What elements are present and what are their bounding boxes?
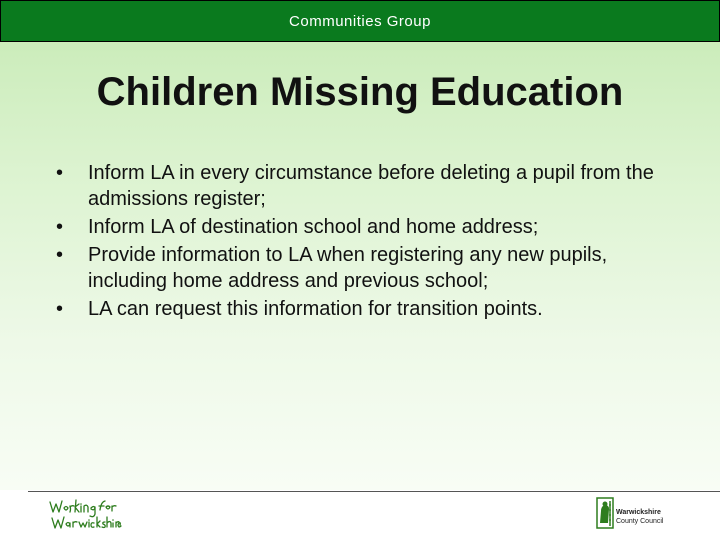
bullet-text: Inform LA of destination school and home address; xyxy=(88,216,539,238)
bullet-text: Inform LA in every circumstance before deleting a pupil from the admissions register; xyxy=(88,162,654,210)
bullet-item xyxy=(56,160,676,212)
bullet-item xyxy=(56,242,676,294)
header-bar xyxy=(0,0,720,42)
bullet-text: LA can request this information for transition points. xyxy=(88,298,543,320)
bullet-list xyxy=(56,160,676,324)
bullet-text: Provide information to LA when registering any new pupils, including home address and previous school; xyxy=(88,244,608,292)
bullet-item xyxy=(56,214,676,240)
group-label: Communities Group xyxy=(289,12,431,30)
slide-title: Children Missing Education xyxy=(96,70,624,114)
council-name-line1: Warwickshire xyxy=(616,509,661,516)
bullet-dot-icon: • xyxy=(56,298,64,320)
council-name-line2: County Council xyxy=(616,518,664,525)
bear-and-ragged-staff-icon xyxy=(596,497,614,529)
warwickshire-county-council-logo xyxy=(596,497,672,531)
bullet-dot-icon: • xyxy=(56,162,64,184)
bullet-item xyxy=(56,296,676,322)
bullet-dot-icon: • xyxy=(56,216,64,238)
working-for-warwickshire-logo xyxy=(44,494,124,534)
bullet-dot-icon: • xyxy=(56,244,64,266)
footer-divider xyxy=(28,491,720,492)
